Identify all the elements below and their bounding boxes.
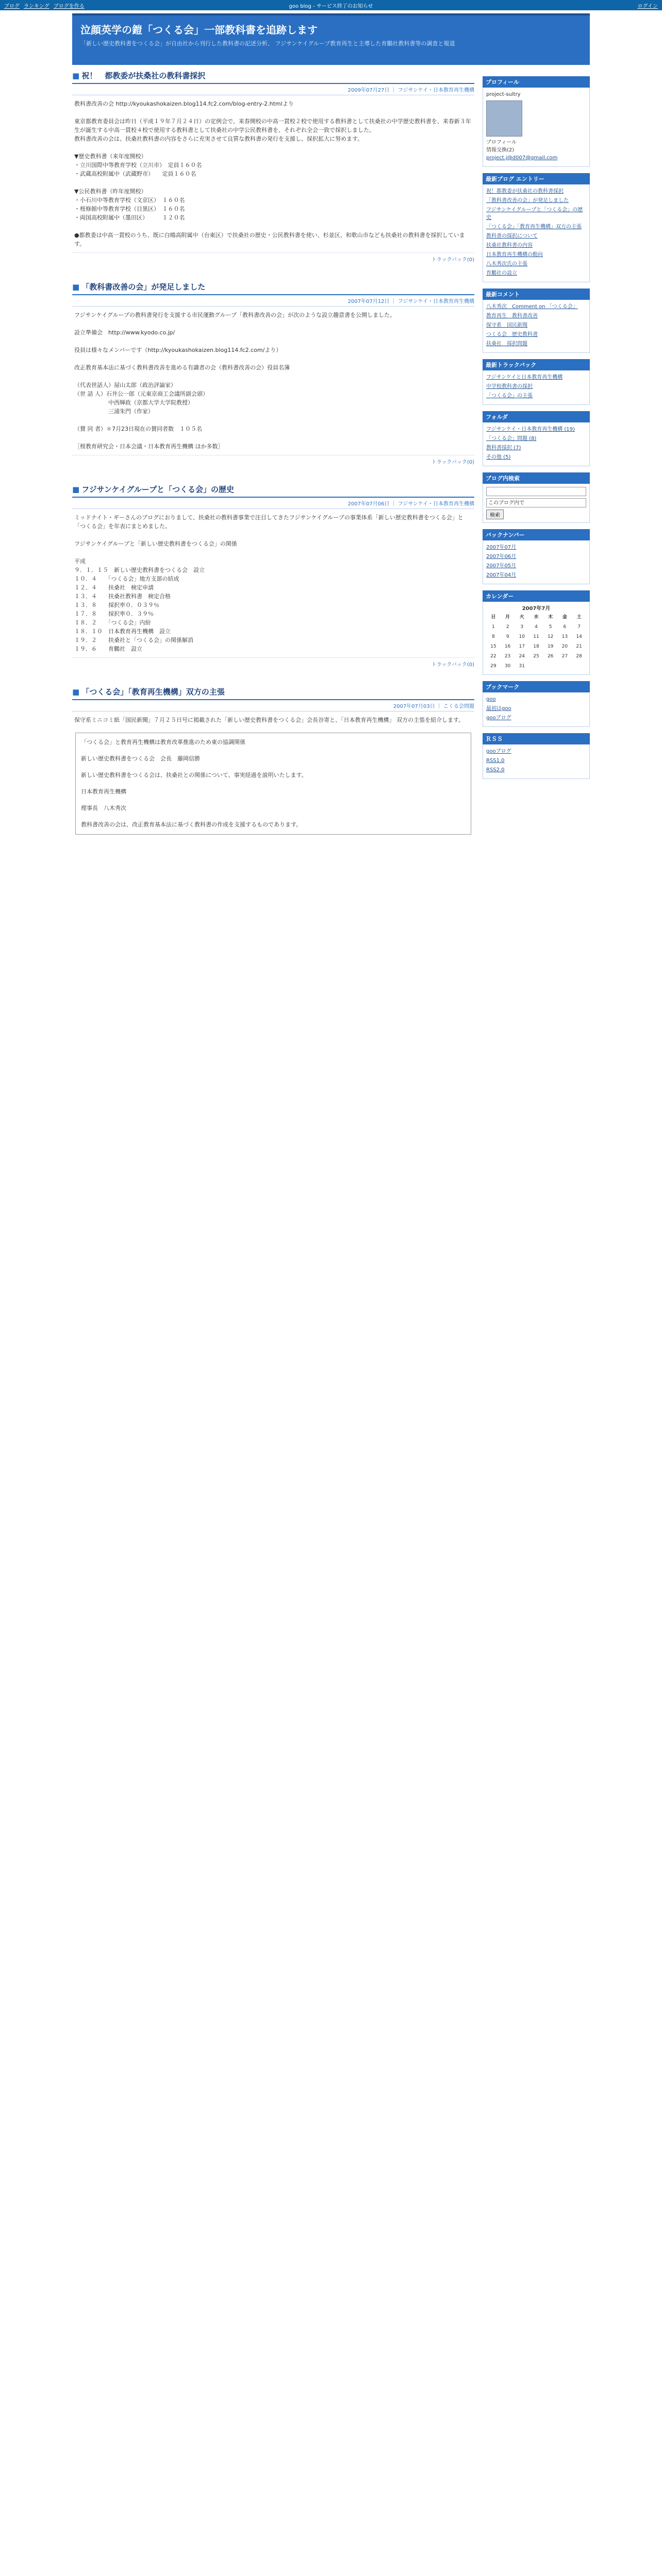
recent-comment-link[interactable]: つくる会 歴史教科書 bbox=[486, 332, 538, 337]
folder-link[interactable]: フジサンケイ・日本教育再生機構 (19) bbox=[486, 427, 575, 432]
entry bbox=[72, 281, 474, 465]
sidebar-heading: ブックマーク bbox=[483, 681, 590, 692]
recent-entries-list bbox=[483, 184, 590, 282]
recent-trackback-list bbox=[483, 370, 590, 405]
blog-description: 「新しい歴史教科書をつくる会」が自由社から刊行した教科書の記述分析、 フジサンケイグループ教育再生と主導した育鵬社教科書等の調査と報道 bbox=[80, 40, 455, 47]
topbar-notice[interactable]: goo blog - サービス終了のお知らせ bbox=[289, 3, 373, 9]
entry-body: ミッドナイト・ギーさんのブログにおりまして、扶桑社の教科書事業で注目してきたフジサンケイグループの事業体系「新しい歴史教科書をつくる会」と「つくる会」を年表にまとめました。 フジサンケイグループと「新しい歴史教科書をつくる会」の関係 平成 ９．１．１５ 新しい歴史教科書をつくる会 設立 １０．４ 「つくる会」地方支部の結成 １２．４ 扶桑社 検定申請 １３．４ 扶桑社教科書 検定合格 １３．８ 採択率０．０３９％ １７．８ 採択率０．３９％ １８．２ 「つくる会」内紛 １８．１０ 日本教育再生機構 設立 １９．２ 扶桑社と「つくる会」の関係解消 １９．６ 育鵬社 設立 bbox=[74, 514, 464, 652]
entry-header bbox=[72, 484, 474, 498]
main-column bbox=[72, 70, 474, 853]
calendar-day: 29 bbox=[490, 664, 496, 669]
recent-entry-link[interactable]: 祝！都教委が扶桑社の教科書採択 bbox=[486, 189, 564, 194]
recent-comment-link[interactable]: 教育再生 教科書改善 bbox=[486, 313, 538, 319]
entry-marker-icon: ■ bbox=[72, 485, 80, 494]
entry bbox=[72, 70, 474, 263]
calendar-day: 31 bbox=[519, 664, 525, 669]
folder-link[interactable]: 「つくる会」問題 (8) bbox=[486, 436, 537, 442]
recent-entry-link[interactable]: フジサンケイグループと「つくる会」の歴史 bbox=[486, 207, 583, 221]
calendar-day: 30 bbox=[504, 664, 511, 669]
sidebar-heading: ブログ内検索 bbox=[483, 472, 590, 484]
calendar-day bbox=[558, 662, 572, 671]
entry-body: フジサンケイグループの教科書発行を支援する市民運動グループ「教科書改善の会」が次のような設立趣意書を公開しました。 設立準備会 http://www.kyodo.co.jp/ 役員は様々なメンバーです（http://kyoukashokaizen.blog114.fc2.com/より） 改正教育基本法に基づく教科書改善を進める有識者の会（教科書改善の会）役員名簿 （代表世話人）屋山太郎（政治評論家） （世 話 人）石井公一郎（元東京商工会議所副会頭） 中西輝政（京都大学大学院教授） 三浦朱門（作家） （賛 同 者）＊7月23日現在の賛同者数 １０５名 ［桜教育研究会・日本会議・日本教育再生機構 ほか多数］ bbox=[74, 312, 396, 450]
topbar-link-blog[interactable]: ブログ bbox=[4, 4, 20, 9]
search-input[interactable] bbox=[486, 487, 586, 496]
archive-link[interactable]: 2007年07月 bbox=[486, 545, 517, 550]
calendar-weekday: 土 bbox=[576, 615, 582, 620]
entry-trackback-link[interactable]: トラックバック(0) bbox=[72, 455, 474, 465]
calendar-weekday: 水 bbox=[534, 615, 539, 620]
calendar-day: 19 bbox=[547, 644, 554, 649]
entry-trackback-link[interactable]: トラックバック(0) bbox=[72, 657, 474, 668]
entry-body: 保守系ミニコミ紙「国民新聞」７月２５日号に掲載された「新しい歴史教科書をつくる会」会長谷寄と、「日本教育再生機構」 双方の主張を紹介します。 bbox=[74, 717, 465, 723]
profile-name[interactable]: project-sultry bbox=[486, 92, 521, 97]
folder-link[interactable]: その他 (5) bbox=[486, 454, 511, 460]
calendar-day: 11 bbox=[533, 634, 539, 639]
quoted-article-box: 「つくる会」と教育再生機構は教育改革推進のため東の協調関係 新しい歴史教科書をつくる会 会長 藤岡信勝 新しい歴史教科書をつくる会は、扶桑社との関係について、事実経過を説明いたします。 日本教育再生機構 理事長 八木秀次 教科書改善の会は、改正教育基本法に基づく教科書の作成を支援するものであります。 bbox=[75, 733, 471, 835]
archive-list bbox=[483, 540, 590, 584]
calendar-day: 16 bbox=[504, 644, 511, 649]
sidebar-heading: カレンダー bbox=[483, 590, 590, 602]
entry-title[interactable]: 「つくる会」「教育再生機構」双方の主張 bbox=[81, 687, 225, 697]
calendar-weekday: 金 bbox=[562, 615, 567, 620]
rss-link[interactable]: gooブログ bbox=[486, 749, 511, 754]
profile-email-link[interactable]: project.j@d007@gmail.com bbox=[486, 155, 558, 161]
calendar-day bbox=[572, 662, 586, 671]
entry-meta[interactable]: 2007年07月03日 ｜ こくる会問題 bbox=[72, 700, 474, 711]
calendar-row bbox=[486, 652, 586, 662]
topbar-nav bbox=[4, 2, 85, 9]
topbar-login[interactable]: ログイン bbox=[637, 4, 658, 9]
calendar-day: 25 bbox=[533, 654, 539, 659]
entry-title[interactable]: 祝！ 都教委が扶桑社の教科書採択 bbox=[81, 71, 206, 80]
trackback-link[interactable]: フジサンケイと日本教育再生機構 bbox=[486, 375, 563, 380]
calendar-day: 28 bbox=[576, 654, 582, 659]
entry-header bbox=[72, 70, 474, 84]
calendar-day: 13 bbox=[561, 634, 568, 639]
calendar-day[interactable]: 4 bbox=[535, 624, 538, 630]
calendar-day: 27 bbox=[561, 654, 568, 659]
recent-comment-link[interactable]: 八木秀次 Comment on 「つくる会」 bbox=[486, 304, 578, 310]
calendar-week-header bbox=[486, 613, 586, 622]
calendar-weekday: 日 bbox=[491, 615, 496, 620]
recent-entry-link[interactable]: 「つくる会」「教育再生機構」双方の主張 bbox=[486, 224, 582, 230]
sidebar-heading: バックナンバー bbox=[483, 529, 590, 540]
folder-list bbox=[483, 422, 590, 466]
bookmark-list bbox=[483, 692, 590, 727]
calendar-row bbox=[486, 642, 586, 652]
recent-comment-link[interactable]: 扶桑社 採択問題 bbox=[486, 341, 527, 347]
avatar[interactable] bbox=[486, 100, 522, 137]
bookmark-link[interactable]: goo bbox=[486, 697, 496, 702]
calendar-day: 5 bbox=[549, 624, 552, 630]
sidebar-heading: フォルダ bbox=[483, 411, 590, 422]
calendar-day: 15 bbox=[490, 644, 496, 649]
sidebar-heading: 最新プログ エントリー bbox=[483, 173, 590, 184]
folder-link[interactable]: 教科書採択 (7) bbox=[486, 445, 521, 451]
calendar-table bbox=[486, 613, 586, 671]
blog-page bbox=[72, 13, 590, 2576]
goo-topbar bbox=[0, 0, 662, 10]
profile-box bbox=[483, 88, 590, 167]
entry-title[interactable]: フジサンケイグループと「つくる会」の歴史 bbox=[81, 485, 234, 494]
search-scope-select[interactable]: このブログ内で bbox=[486, 498, 586, 507]
calendar-day: 26 bbox=[547, 654, 554, 659]
profile-line: プロフィール bbox=[486, 140, 517, 145]
sidebar bbox=[483, 70, 590, 779]
calendar-row bbox=[486, 622, 586, 632]
calendar-weekday: 木 bbox=[548, 615, 553, 620]
entry-meta[interactable]: 2007年07月06日 ｜ フジサンケイ・日本教育再生機構 bbox=[72, 498, 474, 509]
entry-meta[interactable]: 2009年07月27日 ｜ フジサンケイ・日本教育再生機構 bbox=[72, 84, 474, 95]
calendar-day: 1 bbox=[491, 624, 495, 630]
calendar-day: 18 bbox=[533, 644, 539, 649]
sidebar-heading: 最新コメント bbox=[483, 289, 590, 300]
sidebar-heading: 最新トラックバック bbox=[483, 359, 590, 370]
calendar-day: 22 bbox=[490, 654, 496, 659]
recent-entry-link[interactable]: 育鵬社の設立 bbox=[486, 270, 517, 276]
entry-meta[interactable]: 2007年07月12日 ｜ フジサンケイ・日本教育再生機構 bbox=[72, 295, 474, 307]
calendar-day bbox=[529, 662, 543, 671]
trackback-link[interactable]: 「つくる会」の主張 bbox=[486, 393, 533, 399]
calendar-weekday: 月 bbox=[505, 615, 510, 620]
calendar-day: 9 bbox=[506, 634, 509, 639]
calendar-day: 24 bbox=[519, 654, 525, 659]
entry-header bbox=[72, 686, 474, 700]
recent-comments-list bbox=[483, 300, 590, 353]
calendar-day: 10 bbox=[519, 634, 525, 639]
archive-link[interactable]: 2007年05月 bbox=[486, 563, 517, 569]
calendar-row bbox=[486, 632, 586, 642]
calendar-day: 20 bbox=[561, 644, 568, 649]
search-button[interactable]: 検索 bbox=[486, 510, 504, 519]
recent-entry-link[interactable]: 「教科書改善の会」が発足しました bbox=[486, 198, 569, 204]
calendar-day: 21 bbox=[576, 644, 582, 649]
rss-list bbox=[483, 744, 590, 779]
calendar-day: 17 bbox=[519, 644, 525, 649]
calendar-day: 8 bbox=[491, 634, 495, 639]
topbar-link-create[interactable]: ブログを作る bbox=[53, 4, 85, 9]
rss-link[interactable]: RSS1.0 bbox=[486, 758, 505, 764]
calendar-day bbox=[543, 662, 558, 671]
calendar-day[interactable]: 6 bbox=[563, 624, 567, 630]
calendar-day: 14 bbox=[576, 634, 582, 639]
entry-trackback-link[interactable]: トラックバック(0) bbox=[72, 252, 474, 263]
calendar-month: 2007年7月 bbox=[522, 606, 551, 612]
entry-marker-icon: ■ bbox=[72, 687, 80, 697]
entry-marker-icon: ■ bbox=[72, 282, 80, 292]
recent-entry-link[interactable]: 日本教育再生機構の動向 bbox=[486, 252, 543, 258]
sidebar-heading: プロフィール bbox=[483, 76, 590, 88]
blog-title[interactable]: 泣顔英学の鎧「つくる会」一部教科書を追跡します bbox=[80, 24, 318, 36]
archive-link[interactable]: 2007年06月 bbox=[486, 554, 517, 560]
blog-search-box bbox=[483, 484, 590, 523]
archive-link[interactable]: 2007年04月 bbox=[486, 572, 517, 578]
calendar-day: 3 bbox=[520, 624, 524, 630]
topbar-link-ranking[interactable]: ランキング bbox=[24, 4, 49, 9]
entry-header bbox=[72, 281, 474, 295]
calendar-day: 2 bbox=[506, 624, 509, 630]
calendar-box bbox=[483, 602, 590, 675]
bookmark-link[interactable]: gooブログ bbox=[486, 715, 511, 721]
trackback-link[interactable]: 中学校教科書の採択 bbox=[486, 384, 533, 389]
bookmark-link[interactable]: 最初はgoo bbox=[486, 706, 511, 711]
entry bbox=[72, 686, 474, 835]
calendar-day: 23 bbox=[504, 654, 511, 659]
calendar-day[interactable]: 12 bbox=[547, 634, 554, 639]
blog-header bbox=[72, 13, 590, 65]
sidebar-heading: ＲＳＳ bbox=[483, 733, 590, 744]
calendar-row bbox=[486, 662, 586, 671]
calendar-weekday: 火 bbox=[519, 615, 524, 620]
recent-entry-link[interactable]: 教科書の採択について bbox=[486, 233, 538, 239]
entry-title[interactable]: 「教科書改善の会」が発足しました bbox=[81, 282, 206, 292]
recent-entry-link[interactable]: 八木秀次氏の主張 bbox=[486, 261, 527, 267]
entry-body: 教科書改善の会 http://kyoukashokaizen.blog114.fc2.com/blog-entry-2.htmlより 東京都教育委員会は昨日（平成１９年７月２４日）の定例会で、来春開校の中高一貫校２校で使用する教科書として扶桑社の中学歴史教科書を、来春新３年生が誕生する中高一貫校４校で使用する教科書として扶桑社の中学公民教科書を、それぞれ全会一致で採択しました。 教科書改善の会は、扶桑社教科書の内容をさらに充実させて良質な教科書の発行を支援し、採択拡大に努めます。 ▼歴史教科書（来年度開校） ・立川国際中等教育学校（立川市） 定員１６０名 ・武蔵高校附属中（武蔵野市） 定員１６０名 ▼公民教科書（昨年度開校） ・小石川中等教育学校（文京区） １６０名 ・桜修館中等教育学校（目黒区） １６０名 ・両国高校附属中（墨田区） １２０名 ●都教委は中高一貫校のうち、既に白鴎高附属中（台東区）で扶桑社の歴史・公民教科書を使い、杉並区、和歌山市なども扶桑社の教科書を採択しています。 bbox=[74, 100, 471, 247]
entry bbox=[72, 484, 474, 668]
profile-line: 情報交換(2) bbox=[486, 147, 515, 153]
entry-marker-icon: ■ bbox=[72, 71, 80, 80]
recent-comment-link[interactable]: 保守系 国民新聞 bbox=[486, 323, 527, 328]
rss-link[interactable]: RSS2.0 bbox=[486, 767, 505, 773]
recent-entry-link[interactable]: 扶桑社教科書の内容 bbox=[486, 243, 533, 248]
calendar-day: 7 bbox=[577, 624, 581, 630]
